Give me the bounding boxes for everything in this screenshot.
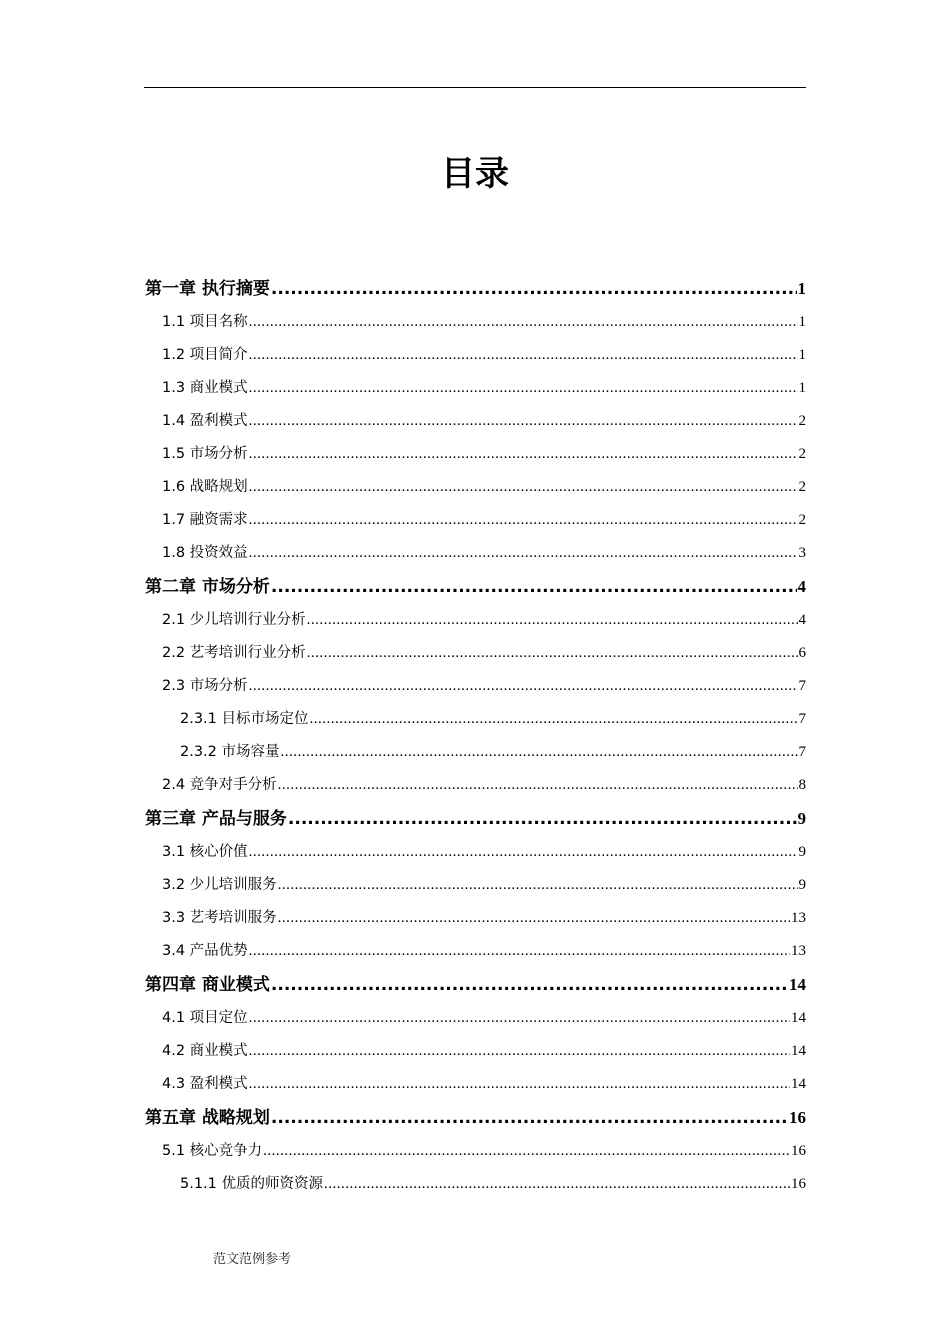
toc-page-number: 2 xyxy=(798,479,806,495)
header-rule xyxy=(144,87,806,88)
page-footer: 范文范例参考 xyxy=(213,1252,292,1267)
toc-page-number: 1 xyxy=(798,380,806,396)
toc-entry-label: 3.4 产品优势 xyxy=(162,943,248,959)
toc-page-number: 8 xyxy=(798,777,806,793)
toc-page-number: 9 xyxy=(798,877,806,893)
toc-section-entry[interactable] xyxy=(145,1002,806,1035)
toc-page-number: 4 xyxy=(798,612,806,628)
toc-entry-label: 2.3.1 目标市场定位 xyxy=(180,711,309,727)
toc-page-number: 14 xyxy=(791,1043,806,1059)
toc-section-entry[interactable] xyxy=(145,935,806,968)
toc-entry-label: 3.2 少儿培训服务 xyxy=(162,877,277,893)
toc-chapter-entry[interactable] xyxy=(145,1101,806,1135)
toc-page-number: 16 xyxy=(791,1143,806,1159)
leader-dots xyxy=(281,736,798,769)
toc-entry-label: 2.3 市场分析 xyxy=(162,678,248,694)
toc-page-number: 14 xyxy=(791,1010,806,1026)
toc-section-entry[interactable] xyxy=(145,769,806,802)
leader-dots xyxy=(249,339,798,372)
toc-entry-label: 1.5 市场分析 xyxy=(162,446,248,462)
toc-chapter-entry[interactable] xyxy=(145,802,806,836)
toc-page-number: 3 xyxy=(798,545,806,561)
toc-page-number: 2 xyxy=(798,446,806,462)
toc-page-number: 1 xyxy=(798,347,806,363)
toc-section-entry[interactable] xyxy=(145,306,806,339)
leader-dots xyxy=(249,372,798,405)
toc-entry-label: 2.3.2 市场容量 xyxy=(180,744,280,760)
leader-dots xyxy=(249,935,790,968)
toc-entry-label: 1.4 盈利模式 xyxy=(162,413,248,429)
toc-page-number: 4 xyxy=(797,577,806,596)
toc-entry-label: 2.4 竞争对手分析 xyxy=(162,777,277,793)
page-title: 目录 xyxy=(441,154,509,194)
toc-entry-label: 第二章 市场分析 xyxy=(145,577,270,597)
toc-page-number: 2 xyxy=(798,413,806,429)
leader-dots xyxy=(288,803,797,836)
toc-entry-label: 3.1 核心价值 xyxy=(162,844,248,860)
toc-section-entry[interactable] xyxy=(145,537,806,570)
toc-page-number: 7 xyxy=(798,744,806,760)
toc-page-number: 1 xyxy=(797,279,806,298)
toc-section-entry[interactable] xyxy=(145,405,806,438)
leader-dots xyxy=(249,1002,790,1035)
toc-entry-label: 4.1 项目定位 xyxy=(162,1010,248,1026)
toc-section-entry[interactable] xyxy=(145,1035,806,1068)
toc-entry-label: 第五章 战略规划 xyxy=(145,1108,270,1128)
toc-page-number: 13 xyxy=(791,943,806,959)
toc-section-entry[interactable] xyxy=(145,504,806,537)
leader-dots xyxy=(324,1168,790,1201)
leader-dots xyxy=(278,869,798,902)
leader-dots xyxy=(278,769,798,802)
toc-entry-label: 1.7 融资需求 xyxy=(162,512,248,528)
leader-dots xyxy=(307,637,798,670)
toc-chapter-entry[interactable] xyxy=(145,968,806,1002)
toc-page-number: 13 xyxy=(791,910,806,926)
leader-dots xyxy=(278,902,790,935)
toc-entry-label: 1.8 投资效益 xyxy=(162,545,248,561)
toc-entry-label: 第三章 产品与服务 xyxy=(145,809,287,829)
toc-entry-label: 1.6 战略规划 xyxy=(162,479,248,495)
toc-section-entry[interactable] xyxy=(145,736,806,769)
toc-page-number: 2 xyxy=(798,512,806,528)
leader-dots xyxy=(249,504,798,537)
toc-page-number: 6 xyxy=(798,645,806,661)
toc-section-entry[interactable] xyxy=(145,869,806,902)
toc-page-number: 16 xyxy=(789,1108,806,1127)
toc-entry-label: 1.3 商业模式 xyxy=(162,380,248,396)
leader-dots xyxy=(249,836,798,869)
toc-entry-label: 4.3 盈利模式 xyxy=(162,1076,248,1092)
toc-section-entry[interactable] xyxy=(145,836,806,869)
toc-entry-label: 第四章 商业模式 xyxy=(145,975,270,995)
toc-section-entry[interactable] xyxy=(145,1068,806,1101)
toc-entry-label: 1.1 项目名称 xyxy=(162,314,248,330)
leader-dots xyxy=(249,405,798,438)
toc-entry-label: 4.2 商业模式 xyxy=(162,1043,248,1059)
leader-dots xyxy=(249,670,798,703)
toc-page-number: 7 xyxy=(798,711,806,727)
leader-dots xyxy=(307,604,798,637)
toc-section-entry[interactable] xyxy=(145,670,806,703)
toc-entry-label: 1.2 项目简介 xyxy=(162,347,248,363)
leader-dots xyxy=(249,1068,790,1101)
toc-entry-label: 5.1.1 优质的师资资源 xyxy=(180,1176,324,1192)
leader-dots xyxy=(271,273,797,306)
leader-dots xyxy=(263,1135,790,1168)
toc-page-number: 16 xyxy=(791,1176,806,1192)
toc-entry-label: 2.1 少儿培训行业分析 xyxy=(162,612,306,628)
leader-dots xyxy=(249,306,798,339)
toc-chapter-entry[interactable] xyxy=(145,272,806,306)
table-of-contents xyxy=(145,272,806,1201)
toc-section-entry[interactable] xyxy=(145,438,806,471)
leader-dots xyxy=(249,1035,790,1068)
leader-dots xyxy=(249,471,798,504)
toc-chapter-entry[interactable] xyxy=(145,570,806,604)
leader-dots xyxy=(249,438,798,471)
leader-dots xyxy=(271,571,797,604)
toc-page-number: 7 xyxy=(798,678,806,694)
toc-entry-label: 5.1 核心竞争力 xyxy=(162,1143,263,1159)
toc-section-entry[interactable] xyxy=(145,339,806,372)
toc-section-entry[interactable] xyxy=(145,637,806,670)
toc-section-entry[interactable] xyxy=(145,1168,806,1201)
toc-section-entry[interactable] xyxy=(145,902,806,935)
toc-page-number: 9 xyxy=(797,809,806,828)
toc-section-entry[interactable] xyxy=(145,372,806,405)
toc-entry-label: 2.2 艺考培训行业分析 xyxy=(162,645,306,661)
toc-section-entry[interactable] xyxy=(145,703,806,736)
toc-section-entry[interactable] xyxy=(145,471,806,504)
toc-page-number: 14 xyxy=(789,975,806,994)
toc-section-entry[interactable] xyxy=(145,1135,806,1168)
toc-page-number: 9 xyxy=(798,844,806,860)
toc-page-number: 14 xyxy=(791,1076,806,1092)
toc-entry-label: 3.3 艺考培训服务 xyxy=(162,910,277,926)
toc-entry-label: 第一章 执行摘要 xyxy=(145,279,270,299)
toc-page-number: 1 xyxy=(798,314,806,330)
toc-section-entry[interactable] xyxy=(145,604,806,637)
leader-dots xyxy=(310,703,798,736)
leader-dots xyxy=(271,1102,788,1135)
leader-dots xyxy=(271,969,788,1002)
leader-dots xyxy=(249,537,798,570)
